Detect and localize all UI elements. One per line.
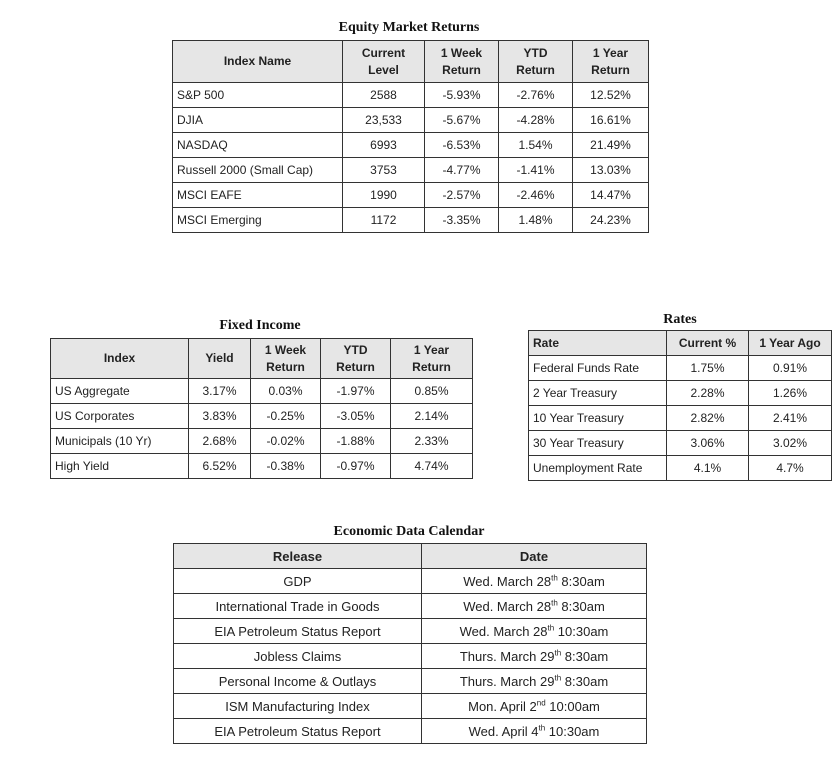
column-header: 1 Week Return: [251, 339, 321, 379]
release-cell: EIA Petroleum Status Report: [174, 719, 422, 744]
table-cell: US Aggregate: [51, 379, 189, 404]
table-cell: 13.03%: [573, 158, 649, 183]
table-row: [174, 669, 647, 694]
release-cell: Jobless Claims: [174, 644, 422, 669]
table-cell: 3753: [343, 158, 425, 183]
table-cell: Federal Funds Rate: [529, 356, 667, 381]
table-row: [51, 379, 473, 404]
date-text: Thurs. March 29: [459, 673, 555, 689]
table-row: [174, 619, 647, 644]
table-cell: -4.77%: [425, 158, 499, 183]
column-header: Rate: [529, 331, 667, 356]
table-cell: S&P 500: [173, 83, 343, 108]
column-header: 1 Week Return: [425, 41, 499, 83]
date-suffix: th: [554, 673, 562, 683]
table-row: [173, 83, 649, 108]
table-cell: 4.1%: [667, 456, 749, 481]
equity-title: Equity Market Returns: [338, 20, 480, 35]
equity-table: [172, 40, 649, 233]
column-header: YTD Return: [499, 41, 573, 83]
date-cell: [422, 719, 647, 744]
date-suffix: th: [547, 623, 555, 633]
fixed-income-table: [50, 338, 473, 479]
table-cell: -0.02%: [251, 429, 321, 454]
date-time: 8:30am: [561, 648, 609, 664]
table-cell: 30 Year Treasury: [529, 431, 667, 456]
table-cell: 12.52%: [573, 83, 649, 108]
table-cell: 21.49%: [573, 133, 649, 158]
table-cell: 3.06%: [667, 431, 749, 456]
table-cell: NASDAQ: [173, 133, 343, 158]
table-cell: 3.02%: [749, 431, 832, 456]
table-cell: 23,533: [343, 108, 425, 133]
table-cell: DJIA: [173, 108, 343, 133]
table-row: [51, 404, 473, 429]
table-cell: 0.85%: [391, 379, 473, 404]
date-text: Mon. April 2: [468, 698, 537, 714]
table-cell: Unemployment Rate: [529, 456, 667, 481]
table-cell: 1.54%: [499, 133, 573, 158]
table-cell: 14.47%: [573, 183, 649, 208]
date-suffix: th: [554, 648, 562, 658]
table-cell: -3.05%: [321, 404, 391, 429]
column-header: Yield: [189, 339, 251, 379]
equity-header-row: [173, 41, 649, 83]
column-header: 1 Year Ago: [749, 331, 832, 356]
date-time: 10:30am: [545, 723, 600, 739]
table-cell: 2.28%: [667, 381, 749, 406]
rates-title: Rates: [663, 312, 697, 327]
table-cell: 2 Year Treasury: [529, 381, 667, 406]
date-suffix: nd: [536, 698, 546, 708]
release-cell: GDP: [174, 569, 422, 594]
table-cell: 0.91%: [749, 356, 832, 381]
table-row: [51, 454, 473, 479]
table-cell: -0.38%: [251, 454, 321, 479]
date-cell: [422, 594, 647, 619]
table-row: [173, 108, 649, 133]
table-cell: 1990: [343, 183, 425, 208]
table-cell: 2.14%: [391, 404, 473, 429]
table-cell: High Yield: [51, 454, 189, 479]
table-cell: -5.93%: [425, 83, 499, 108]
release-cell: EIA Petroleum Status Report: [174, 619, 422, 644]
date-cell: [422, 669, 647, 694]
date-text: Wed. March 28: [463, 598, 552, 614]
table-cell: 2.68%: [189, 429, 251, 454]
release-cell: ISM Manufacturing Index: [174, 694, 422, 719]
date-text: Wed. March 28: [459, 623, 548, 639]
table-cell: 2588: [343, 83, 425, 108]
calendar-title: Economic Data Calendar: [333, 524, 485, 539]
table-row: [173, 133, 649, 158]
table-cell: -4.28%: [499, 108, 573, 133]
table-cell: -5.67%: [425, 108, 499, 133]
table-cell: 2.33%: [391, 429, 473, 454]
table-cell: -2.76%: [499, 83, 573, 108]
column-header: 1 Year Return: [573, 41, 649, 83]
table-row: [529, 456, 832, 481]
date-cell: [422, 644, 647, 669]
table-cell: 10 Year Treasury: [529, 406, 667, 431]
table-row: [529, 356, 832, 381]
column-header: Current Level: [343, 41, 425, 83]
table-cell: MSCI EAFE: [173, 183, 343, 208]
table-cell: 16.61%: [573, 108, 649, 133]
table-cell: 3.83%: [189, 404, 251, 429]
date-cell: [422, 694, 647, 719]
table-row: [173, 183, 649, 208]
table-cell: US Corporates: [51, 404, 189, 429]
release-cell: International Trade in Goods: [174, 594, 422, 619]
table-cell: 4.74%: [391, 454, 473, 479]
column-header: Current %: [667, 331, 749, 356]
rates-header-row: [529, 331, 832, 356]
table-cell: -2.57%: [425, 183, 499, 208]
table-row: [529, 406, 832, 431]
date-cell: [422, 619, 647, 644]
table-row: [174, 644, 647, 669]
table-row: [51, 429, 473, 454]
column-header: Date: [422, 544, 647, 569]
table-cell: 3.17%: [189, 379, 251, 404]
date-time: 8:30am: [557, 598, 605, 614]
column-header: YTD Return: [321, 339, 391, 379]
date-suffix: th: [551, 598, 558, 608]
rates-table: [528, 330, 832, 481]
fixed-income-header-row: [51, 339, 473, 379]
column-header: Release: [174, 544, 422, 569]
table-cell: -0.25%: [251, 404, 321, 429]
table-cell: -0.97%: [321, 454, 391, 479]
date-suffix: th: [551, 573, 558, 583]
table-row: [174, 694, 647, 719]
date-time: 8:30am: [557, 573, 605, 589]
table-cell: 24.23%: [573, 208, 649, 233]
date-text: Wed. April 4: [468, 723, 539, 739]
date-time: 8:30am: [561, 673, 609, 689]
table-cell: 4.7%: [749, 456, 832, 481]
date-text: Wed. March 28: [463, 573, 552, 589]
column-header: Index Name: [173, 41, 343, 83]
table-cell: MSCI Emerging: [173, 208, 343, 233]
table-cell: 1.26%: [749, 381, 832, 406]
table-cell: 1172: [343, 208, 425, 233]
table-row: [173, 158, 649, 183]
date-suffix: th: [538, 723, 546, 733]
table-cell: -6.53%: [425, 133, 499, 158]
date-time: 10:00am: [545, 698, 600, 714]
date-cell: [422, 569, 647, 594]
table-row: [529, 431, 832, 456]
table-cell: 2.41%: [749, 406, 832, 431]
table-row: [174, 594, 647, 619]
table-cell: 1.48%: [499, 208, 573, 233]
calendar-table: [173, 543, 647, 744]
table-cell: 6.52%: [189, 454, 251, 479]
table-cell: -1.41%: [499, 158, 573, 183]
table-cell: 6993: [343, 133, 425, 158]
table-row: [174, 569, 647, 594]
table-cell: -3.35%: [425, 208, 499, 233]
table-cell: Russell 2000 (Small Cap): [173, 158, 343, 183]
table-cell: -1.88%: [321, 429, 391, 454]
table-row: [529, 381, 832, 406]
column-header: 1 Year Return: [391, 339, 473, 379]
table-cell: Municipals (10 Yr): [51, 429, 189, 454]
table-row: [174, 719, 647, 744]
date-time: 10:30am: [554, 623, 609, 639]
fixed-income-title: Fixed Income: [219, 318, 301, 333]
column-header: Index: [51, 339, 189, 379]
table-row: [173, 208, 649, 233]
table-cell: 0.03%: [251, 379, 321, 404]
table-cell: 2.82%: [667, 406, 749, 431]
table-cell: -2.46%: [499, 183, 573, 208]
date-text: Thurs. March 29: [459, 648, 555, 664]
table-cell: 1.75%: [667, 356, 749, 381]
table-cell: -1.97%: [321, 379, 391, 404]
calendar-header-row: [174, 544, 647, 569]
release-cell: Personal Income & Outlays: [174, 669, 422, 694]
